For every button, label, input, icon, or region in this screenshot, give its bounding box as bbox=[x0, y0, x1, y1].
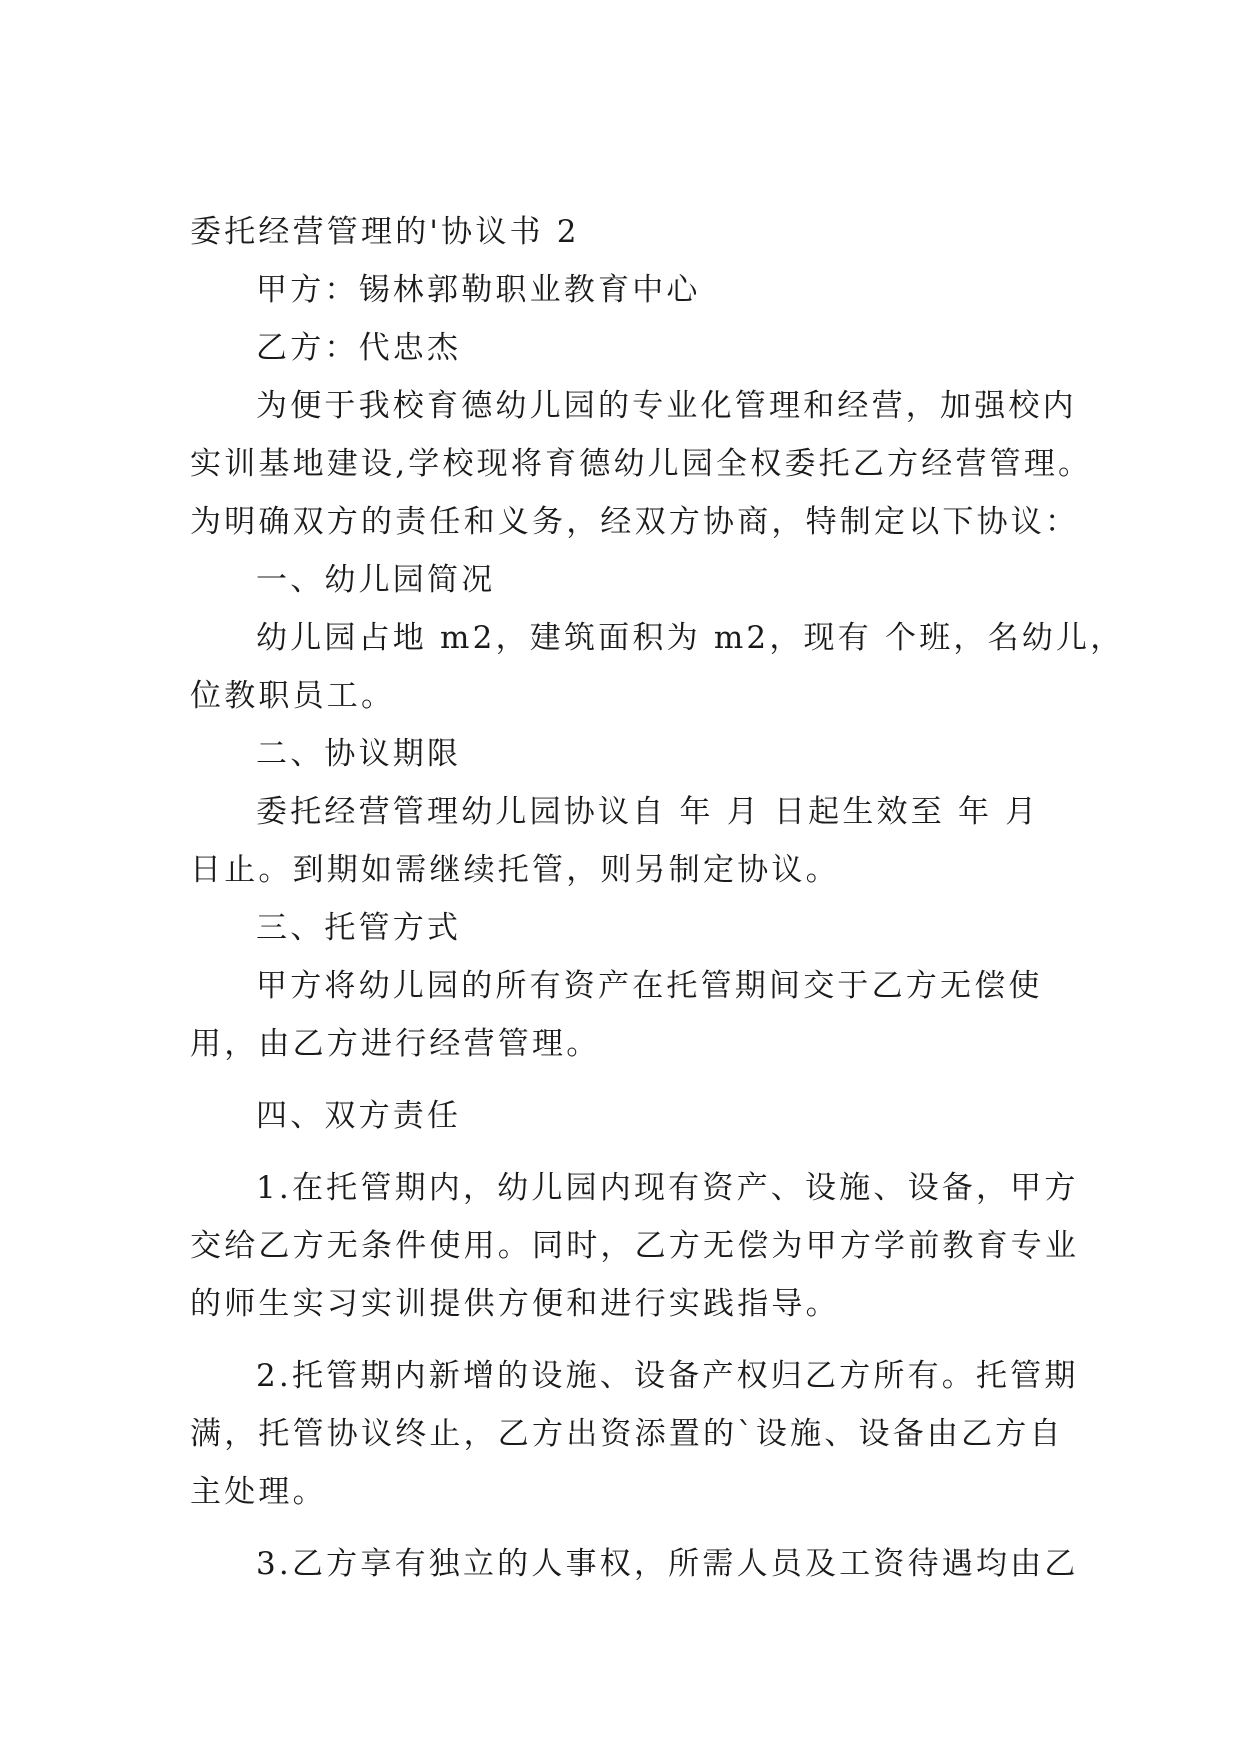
intro-paragraph bbox=[190, 377, 1093, 551]
document-body bbox=[190, 203, 1125, 1593]
paragraph-line: 的师生实习实训提供方便和进行实践指导。 bbox=[190, 1286, 840, 1322]
paragraph-line: 委托经营管理幼儿园协议自 年 月 日起生效至 年 月 bbox=[256, 794, 1040, 830]
section4-item3 bbox=[190, 1535, 1079, 1593]
document-title: 委托经营管理的'协议书 2 bbox=[190, 214, 580, 250]
paragraph-line: 为便于我校育德幼儿园的专业化管理和经营，加强校内 bbox=[256, 388, 1077, 424]
section-heading: 一、幼儿园简况 bbox=[256, 562, 496, 598]
paragraph-line: 甲方将幼儿园的所有资产在托管期间交于乙方无偿使 bbox=[256, 968, 1043, 1004]
paragraph-line: 为明确双方的责任和义务，经双方协商，特制定以下协议： bbox=[190, 504, 1080, 540]
paragraph-line: 日止。到期如需继续托管，则另制定协议。 bbox=[190, 852, 840, 888]
paragraph-line: 实训基地建设,学校现将育德幼儿园全权委托乙方经营管理。 bbox=[190, 446, 1093, 482]
section-heading: 四、双方责任 bbox=[256, 1098, 462, 1134]
paragraph-line: 交给乙方无条件使用。同时，乙方无偿为甲方学前教育专业 bbox=[190, 1228, 1080, 1264]
section-heading: 三、托管方式 bbox=[256, 910, 462, 946]
paragraph-line: 2.托管期内新增的设施、设备产权归乙方所有。托管期 bbox=[256, 1358, 1079, 1394]
section1-paragraph bbox=[190, 609, 1125, 725]
section4-item2 bbox=[190, 1347, 1079, 1521]
section3-paragraph bbox=[190, 957, 1060, 1073]
paragraph-line: 位教职员工。 bbox=[190, 678, 396, 714]
paragraph-line: 3.乙方享有独立的人事权，所需人员及工资待遇均由乙 bbox=[256, 1546, 1079, 1582]
paragraph-line: 主处理。 bbox=[190, 1474, 327, 1510]
paragraph-line: 满，托管协议终止，乙方出资添置的`设施、设备由乙方自 bbox=[190, 1416, 1064, 1452]
section2-paragraph bbox=[190, 783, 1060, 899]
party-b: 乙方：代忠杰 bbox=[256, 330, 462, 366]
paragraph-line: 1.在托管期内，幼儿园内现有资产、设施、设备，甲方 bbox=[256, 1170, 1079, 1206]
party-a: 甲方：锡林郭勒职业教育中心 bbox=[256, 272, 701, 308]
paragraph-line: 用，由乙方进行经营管理。 bbox=[190, 1026, 601, 1062]
section4-item1 bbox=[190, 1159, 1080, 1333]
paragraph-line: 幼儿园占地 m2，建筑面积为 m2，现有 个班，名幼儿， bbox=[256, 620, 1125, 656]
section-heading: 二、协议期限 bbox=[256, 736, 462, 772]
